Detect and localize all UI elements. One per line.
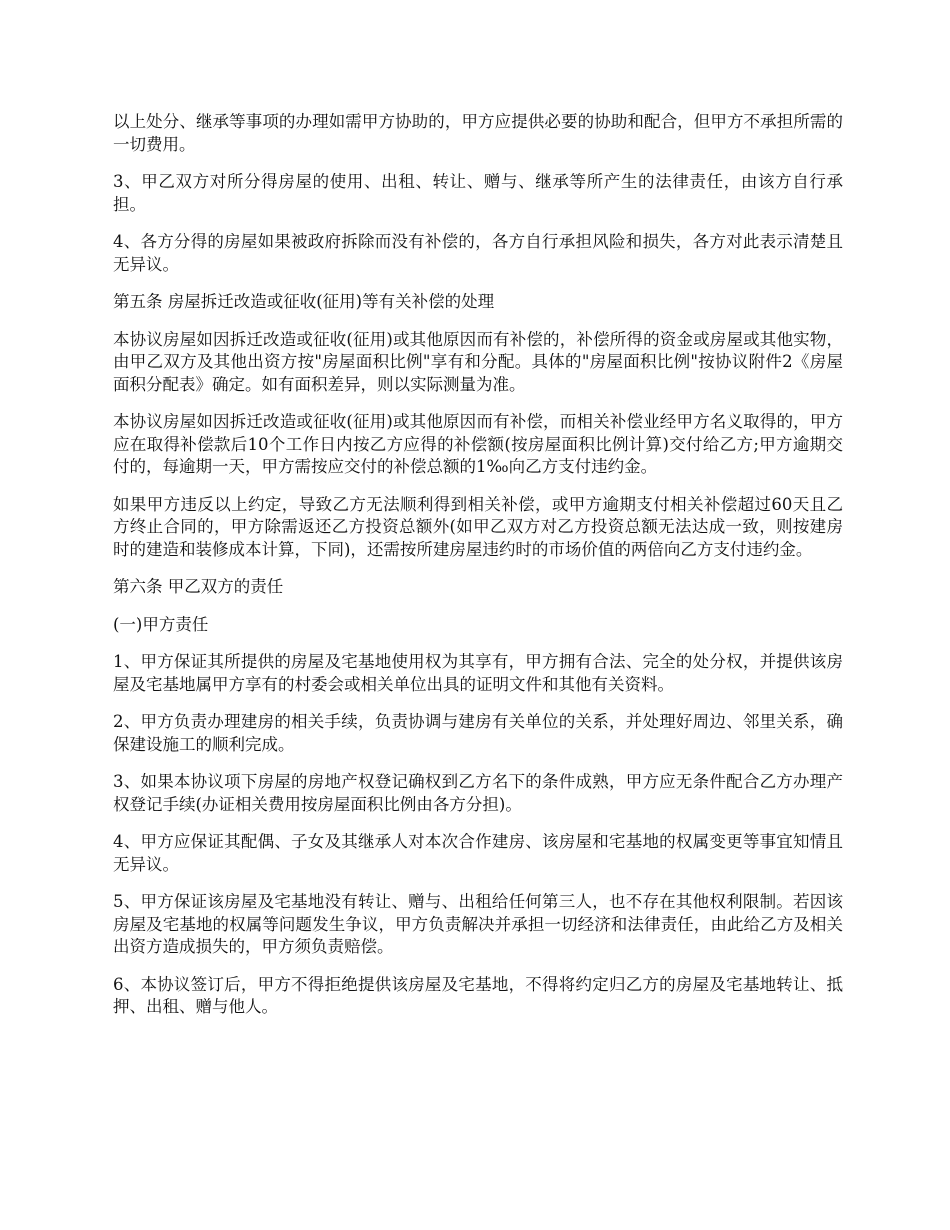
- party-a-item-6: 6、本协议签订后，甲方不得拒绝提供该房屋及宅基地，不得将约定归乙方的房屋及宅基地转让、抵押、出租、赠与他人。: [113, 974, 843, 1016]
- clause-item-4: 4、各方分得的房屋如果被政府拆除而没有补偿的，各方自行承担风险和损失，各方对此表示清楚且无异议。: [113, 232, 843, 274]
- party-a-item-2: 2、甲方负责办理建房的相关手续，负责协调与建房有关单位的关系，并处理好周边、邻里关系，确保建设施工的顺利完成。: [113, 712, 843, 754]
- party-a-item-3: 3、如果本协议项下房屋的房地产权登记确权到乙方名下的条件成熟，甲方应无条件配合乙方办理产权登记手续(办证相关费用按房屋面积比例由各方分担)。: [113, 772, 843, 814]
- article-5-paragraph-3: 如果甲方违反以上约定，导致乙方无法顺利得到相关补偿，或甲方逾期支付相关补偿超过60天且乙方终止合同的，甲方除需返还乙方投资总额外(如甲乙双方对乙方投资总额无法达成一致，则按建房时的建造和装修成本计算，下同)，还需按所建房屋违约时的市场价值的两倍向乙方支付违约金。: [113, 494, 843, 559]
- clause-item-3: 3、甲乙双方对所分得房屋的使用、出租、转让、赠与、继承等所产生的法律责任，由该方自行承担。: [113, 172, 843, 214]
- document-page: [113, 111, 843, 1034]
- paragraph-continuation: 以上处分、继承等事项的办理如需甲方协助的，甲方应提供必要的协助和配合，但甲方不承担所需的一切费用。: [113, 112, 843, 154]
- article-6-heading: 第六条 甲乙双方的责任: [113, 577, 284, 596]
- party-a-item-1: 1、甲方保证其所提供的房屋及宅基地使用权为其享有，甲方拥有合法、完全的处分权，并提供该房屋及宅基地属甲方享有的村委会或相关单位出具的证明文件和其他有关资料。: [113, 652, 843, 694]
- article-5-heading: 第五条 房屋拆迁改造或征收(征用)等有关补偿的处理: [113, 292, 495, 311]
- party-a-item-4: 4、甲方应保证其配偶、子女及其继承人对本次合作建房、该房屋和宅基地的权属变更等事宜知情且无异议。: [113, 832, 843, 874]
- party-a-responsibility-heading: (一)甲方责任: [113, 614, 209, 634]
- party-a-item-5: 5、甲方保证该房屋及宅基地没有转让、赠与、出租给任何第三人，也不存在其他权利限制。若因该房屋及宅基地的权属等问题发生争议，甲方负责解决并承担一切经济和法律责任，由此给乙方及相关出资方造成损失的，甲方须负责赔偿。: [113, 892, 843, 956]
- article-5-paragraph-1: 本协议房屋如因拆迁改造或征收(征用)或其他原因而有补偿的，补偿所得的资金或房屋或其他实物，由甲乙双方及其他出资方按"房屋面积比例"享有和分配。具体的"房屋面积比例"按协议附件2《房屋面积分配表》确定。如有面积差异，则以实际测量为准。: [113, 329, 843, 394]
- article-5-paragraph-2: 本协议房屋如因拆迁改造或征收(征用)或其他原因而有补偿，而相关补偿业经甲方名义取得的，甲方应在取得补偿款后10个工作日内按乙方应得的补偿额(按房屋面积比例计算)交付给乙方;甲方逾期交付的，每逾期一天，甲方需按应交付的补偿总额的1‰向乙方支付违约金。: [113, 412, 843, 476]
